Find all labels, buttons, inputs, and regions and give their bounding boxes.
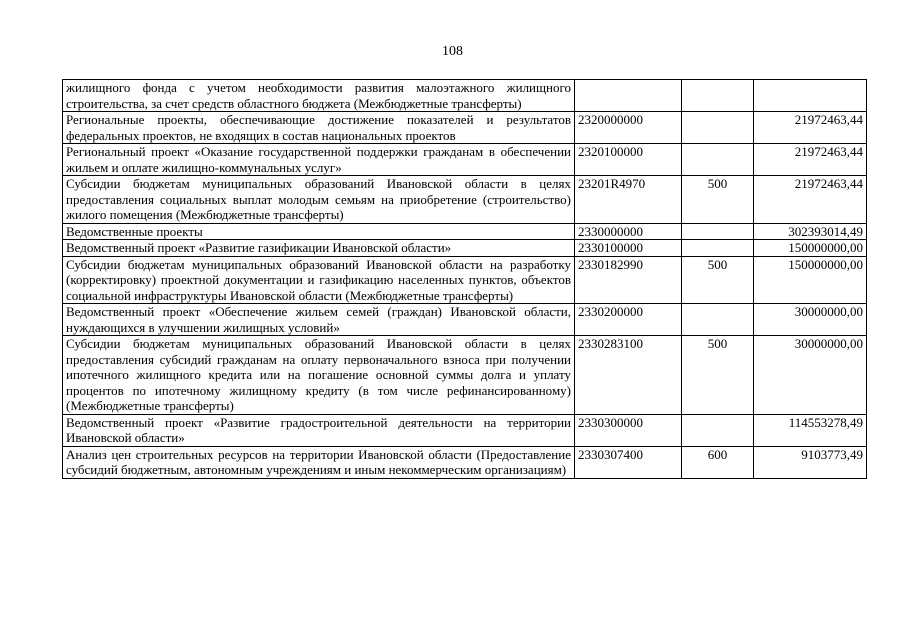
row-name-cell: Субсидии бюджетам муниципальных образований Ивановской области на разработку (корректировку) проектной документации и газификацию населенных пунктов, объектов социальной инфраструктуры Ивановской области (Межбюджетные трансферты) <box>63 256 575 304</box>
row-amount-cell: 114553278,49 <box>754 414 867 446</box>
row-code-cell: 2330283100 <box>575 336 682 415</box>
row-kind-cell <box>682 240 754 257</box>
row-amount-cell: 21972463,44 <box>754 144 867 176</box>
row-amount-cell: 21972463,44 <box>754 112 867 144</box>
table-row <box>63 176 867 224</box>
row-code-cell <box>575 80 682 112</box>
table-row <box>63 446 867 478</box>
row-code-cell: 2320000000 <box>575 112 682 144</box>
row-amount-cell: 302393014,49 <box>754 223 867 240</box>
budget-table <box>62 79 867 479</box>
row-name-cell: Ведомственные проекты <box>63 223 575 240</box>
row-name-cell: Ведомственный проект «Обеспечение жильем семей (граждан) Ивановской области, нуждающихся в улучшении жилищных условий» <box>63 304 575 336</box>
table-row <box>63 223 867 240</box>
row-kind-cell <box>682 414 754 446</box>
row-code-cell: 2330307400 <box>575 446 682 478</box>
row-name-cell: жилищного фонда с учетом необходимости развития малоэтажного жилищного строительства, за счет средств областного бюджета (Межбюджетные трансферты) <box>63 80 575 112</box>
row-name-cell: Субсидии бюджетам муниципальных образований Ивановской области в целях предоставления социальных выплат молодым семьям на приобретение (строительство) жилого помещения (Межбюджетные трансферты) <box>63 176 575 224</box>
row-amount-cell: 21972463,44 <box>754 176 867 224</box>
row-code-cell: 2330300000 <box>575 414 682 446</box>
row-code-cell: 23201R4970 <box>575 176 682 224</box>
row-amount-cell: 150000000,00 <box>754 256 867 304</box>
row-name-cell: Региональные проекты, обеспечивающие достижение показателей и результатов федеральных проектов, не входящих в состав национальных проектов <box>63 112 575 144</box>
table-row <box>63 80 867 112</box>
row-name-cell: Ведомственный проект «Развитие градостроительной деятельности на территории Ивановской области» <box>63 414 575 446</box>
table-row <box>63 240 867 257</box>
row-amount-cell <box>754 80 867 112</box>
table-row <box>63 414 867 446</box>
row-amount-cell: 30000000,00 <box>754 336 867 415</box>
table-row <box>63 112 867 144</box>
table-row <box>63 304 867 336</box>
table-row <box>63 256 867 304</box>
row-kind-cell: 600 <box>682 446 754 478</box>
row-code-cell: 2330000000 <box>575 223 682 240</box>
row-kind-cell <box>682 304 754 336</box>
row-name-cell: Региональный проект «Оказание государственной поддержки гражданам в обеспечении жильем и оплате жилищно-коммунальных услуг» <box>63 144 575 176</box>
row-kind-cell <box>682 80 754 112</box>
row-code-cell: 2330200000 <box>575 304 682 336</box>
row-name-cell: Субсидии бюджетам муниципальных образований Ивановской области в целях предоставления субсидий гражданам на оплату первоначального взноса при получении ипотечного жилищного кредита или на погашение основной суммы долга и уплату процентов по ипотечному жилищному кредиту (в том числе рефинансированному) (Межбюджетные трансферты) <box>63 336 575 415</box>
row-code-cell: 2320100000 <box>575 144 682 176</box>
row-amount-cell: 9103773,49 <box>754 446 867 478</box>
row-amount-cell: 150000000,00 <box>754 240 867 257</box>
row-code-cell: 2330100000 <box>575 240 682 257</box>
row-name-cell: Анализ цен строительных ресурсов на территории Ивановской области (Предоставление субсидий бюджетным, автономным учреждениям и иным некоммерческим организациям) <box>63 446 575 478</box>
row-code-cell: 2330182990 <box>575 256 682 304</box>
row-amount-cell: 30000000,00 <box>754 304 867 336</box>
row-kind-cell: 500 <box>682 256 754 304</box>
table-row <box>63 336 867 415</box>
row-kind-cell <box>682 112 754 144</box>
table-row <box>63 144 867 176</box>
budget-table-body <box>63 80 867 479</box>
row-kind-cell <box>682 144 754 176</box>
row-kind-cell: 500 <box>682 336 754 415</box>
row-kind-cell: 500 <box>682 176 754 224</box>
row-name-cell: Ведомственный проект «Развитие газификации Ивановской области» <box>63 240 575 257</box>
page-number: 108 <box>442 44 463 59</box>
row-kind-cell <box>682 223 754 240</box>
